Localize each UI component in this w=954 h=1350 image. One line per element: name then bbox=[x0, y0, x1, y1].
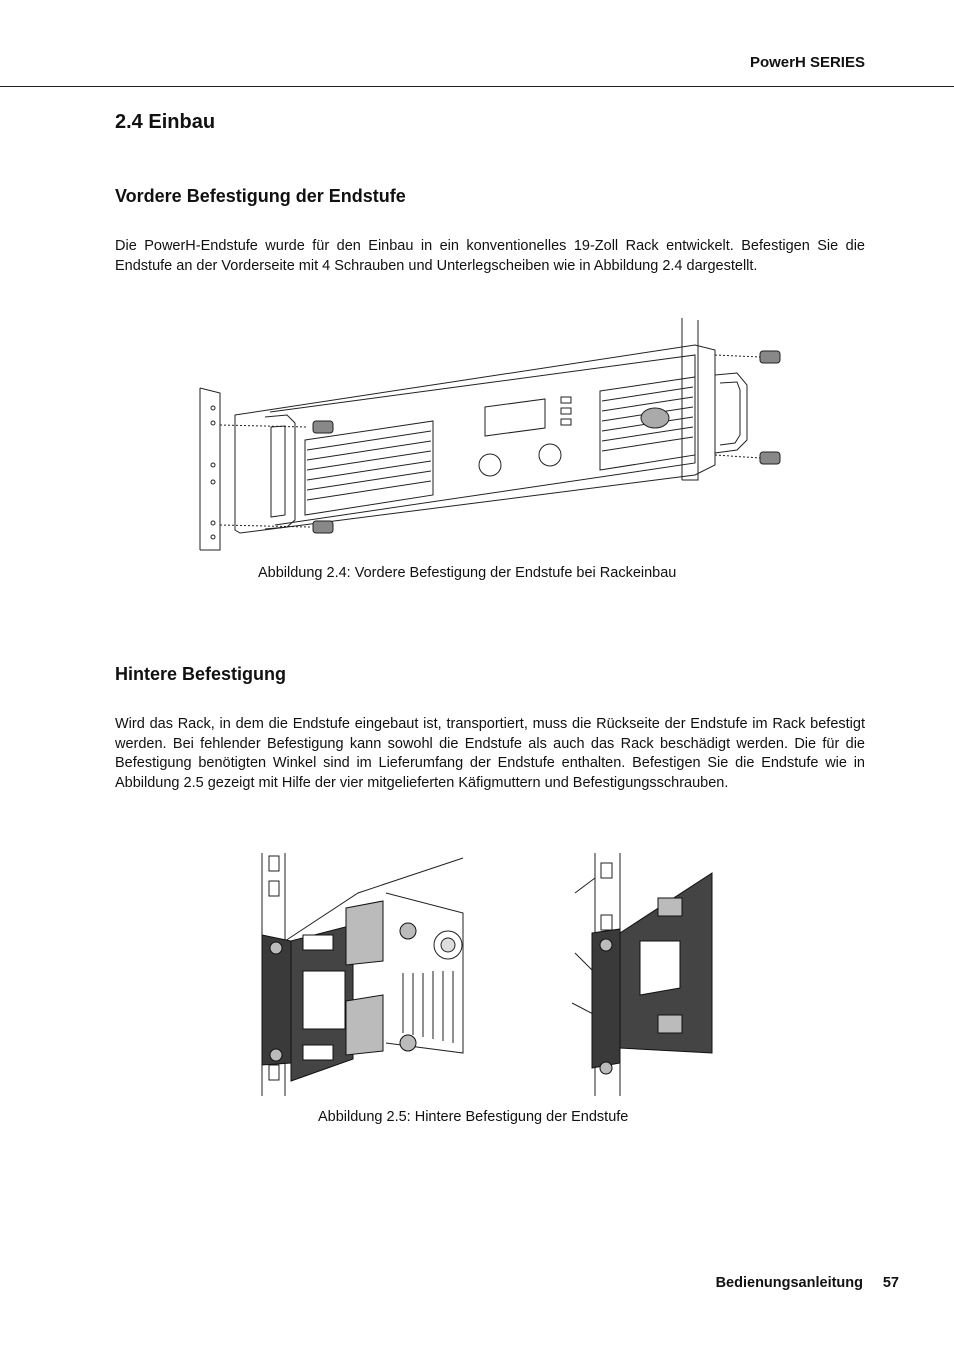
figure-2-5-caption: Abbildung 2.5: Hintere Befestigung der Endstufe bbox=[318, 1109, 629, 1125]
figure-2-4-caption: Abbildung 2.4: Vordere Befestigung der Endstufe bei Rackeinbau bbox=[258, 565, 677, 581]
front-mounting-heading: Vordere Befestigung der Endstufe bbox=[115, 186, 406, 206]
rear-mounting-text: Wird das Rack, in dem die Endstufe eingebaut ist, transportiert, muss die Rückseite der Endstufe im Rack befestigt werden. Bei fehlender Befestigung kann sowohl die Endstufe als auch das Rack beschädigt werden. Die für die Befestigung benötigten Winkel sind im Lieferumfang der Endstufe enthalten. Befestigen Sie die Endstufe wie in Abbildung 2.5 gezeigt mit Hilfe der vier mitgelieferten Käfigmuttern und Befestigungsschrauben. bbox=[115, 716, 865, 791]
header-series: PowerH SERIES bbox=[749, 54, 865, 71]
rear-mounting-heading: Hintere Befestigung bbox=[115, 664, 287, 684]
front-mounting-text: Die PowerH-Endstufe wurde für den Einbau in ein konventionelles 19-Zoll Rack entwickelt. Befestigen Sie die Endstufe an der Vorderseite mit 4 Schrauben und Unterlegscheiben wie in Abbildung 2.4 dargestellt. bbox=[115, 238, 865, 274]
figure-rear-mounting-left bbox=[258, 853, 468, 1098]
page-number: 57 bbox=[882, 1275, 899, 1291]
section-title: 2.4 Einbau bbox=[115, 111, 216, 133]
figure-rear-mounting-right bbox=[570, 853, 720, 1098]
figure-front-mounting bbox=[195, 315, 785, 555]
footer-label: Bedienungsanleitung bbox=[715, 1275, 863, 1291]
header-rule bbox=[0, 86, 954, 87]
